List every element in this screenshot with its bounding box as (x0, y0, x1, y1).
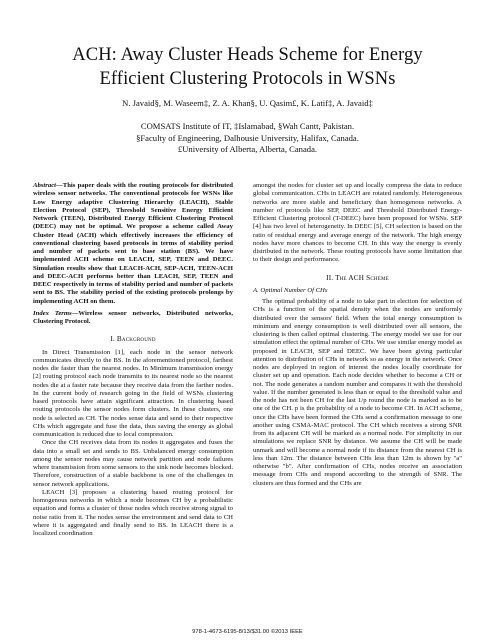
right-intro-paragraph: amongst the nodes for cluster set up and locally compress the data to reduce global communication. CHs in LEACH are rotated randomly. Heterogeneous networks are more stable and beneficiary than homogenous networks. A number of protocols like SEP, DEEC and Threshold Distributed Energy-Efficient Clustering protocol (T-DEEC) have been proposed for WSNs. SEP [4] has two level of heterogeneity. In DEEC [5], CH selection is based on the ratio of residual energy and average energy of the network. The high energy nodes have more chances to become CH. In this way the energy is evenly distributed in the network. These routing protocols have some limitation due to their design and performance. (253, 182, 462, 264)
copyright-footer: 978-1-4673-6195-8/13/$31.00 ©2013 IEEE (192, 629, 303, 635)
paper-title (30, 43, 465, 91)
section-1-paragraph-2: Once the CH receives data from its nodes it aggregates and fuses the data into a small set and sends to BS. Unbalanced energy consumption among the sensor nodes may cause network partition and node failures where transmission from some sensors to the sink node becomes blocked. Therefore, construction of a stable backbone is one of the challenges in sensor network applications. (33, 439, 233, 488)
abstract (33, 182, 233, 306)
abstract-text: —This paper deals with the routing protocols for distributed wireless sensor networks. The conventional protocols for WSNs like Low Energy adaptive Clustering Hierarchy (LEACH), Stable Election Protocol (SEP), Threshold Sensitive Energy Efficient Network (TEEN), Distributed Energy Efficient Clustering Protocol (DEEC) may not be optimal. We propose a scheme called Away Cluster Head (ACH) which effectively increases the efficiency of conventional clustering based protocols in terms of stability period and number of packets sent to base station (BS). We have implemented ACH scheme on LEACH, SEP, TEEN and DEEC. Simulation results show that LEACH-ACH, SEP-ACH, TEEN-ACH and DEEC-ACH performs better than LEACH, SEP, TEEN and DEEC respectively in terms of stability period and number of packets sent to BS. The stability period of the existing protocols prolongs by implementing ACH on them. (33, 182, 233, 305)
title-line-2: Efficient Clustering Protocols in WSNs (99, 69, 396, 89)
section-2-paragraph-1: The optimal probability of a node to take part in election for selection of CHs is a function of the spatial density when the nodes are uniformly distributed over the sensors' field. When the total energy consumption is minimum and energy consumption is well distributed over all sensors, the clustering is then called optimal clustering. The energy model we use for our simulation effect the optimal number of CHs. We use similar energy model as proposed in LEACH, SEP and DEEC. We have been giving particular attention to distribution of CHs in network so as energy in the network. Once nodes are deployed in region of interest the nodes locally coordinate for cluster set up and operation. Each node decides whether to become a CH or not. The node generates a random number and compares it with the threshold value. If the number generated is less than or equal to the threshold value and the node has not been CH for the last 1/p round the node is marked as to be one of the CH. p is the probability of a node to become CH. In ACH scheme, once the CHs have been formed the CHs send a confirmation message to one another using CSMA-MAC protocol. The CH which receives a strong SNR from its adjacent CH will be marked as a normal node. For simplicity in our simulations we replace SNR by distance. We assume the CH will be made unmark and will become a normal node if its distance from the nearest CH is less than 12m. The distance between CHs less than 12m is shown by "a" otherwise "b". After confirmation of CHs, nodes receive an association message from CHs and respond according to the strength of SNR. The clusters are thus formed and the CHs are (253, 298, 462, 487)
index-terms-lead: Index Terms (33, 309, 72, 317)
index-terms (33, 310, 233, 327)
section-1-heading: I. Background (110, 335, 156, 344)
affiliation-2: §Faculty of Engineering, Dalhousie University, Halifax, Canada. (136, 132, 359, 143)
affiliations (30, 121, 465, 156)
affiliation-1: COMSATS Institute of IT, ‡Islamabad, §Wah Cantt, Pakistan. (140, 121, 355, 131)
section-1-paragraph-1: In Direct Transmission [1], each node in the sensor network communicates directly to the BS. In the aforementioned protocol, farthest nodes die faster than the nearest nodes. In Minimum transmission energy [2] routing protocol each node transmits to its nearest node so the nearest nodes die at a faster rate because they receive data from the farther nodes. In the current body of research going in the field of WSNs clustering based protocols have attain significant attraction. In clustering based routing protocols the sensor nodes form clusters. In these clusters, one node is selected as CH. The nodes sense data and send to their respective CHs which aggregate and fuse the data, thus saving the energy as global communication is reduced due to local compression. (33, 348, 233, 438)
section-1-paragraph-3: LEACH [3] proposes a clustering based routing protocol for homogenous networks in which a node becomes CH by a probabilistic equation and forms a cluster of those nodes which receive strong signal to noise ratio from it. The nodes sense the environment and send data to CH where it is aggregated and finally send to BS. In LEACH there is a localized coordination (33, 488, 233, 537)
affiliation-3: £University of Alberta, Alberta, Canada. (177, 144, 318, 154)
abstract-lead: Abstract (33, 182, 57, 189)
left-column (33, 182, 233, 538)
subsection-a-heading: A. Optimal Number Of CHs (253, 286, 328, 294)
author-list: N. Javaid§, M. Waseem‡, Z. A. Khan§, U. Qasim£, K. Latif‡, A. Javaid‡ (122, 98, 373, 108)
index-terms-text: —Wireless sensor networks, Distributed networks, Clustering Protocol. (33, 309, 234, 325)
section-2-heading: II. The ACH Scheme (326, 273, 389, 282)
title-line-1: ACH: Away Cluster Heads Scheme for Energy (72, 45, 423, 65)
right-column (253, 182, 462, 488)
